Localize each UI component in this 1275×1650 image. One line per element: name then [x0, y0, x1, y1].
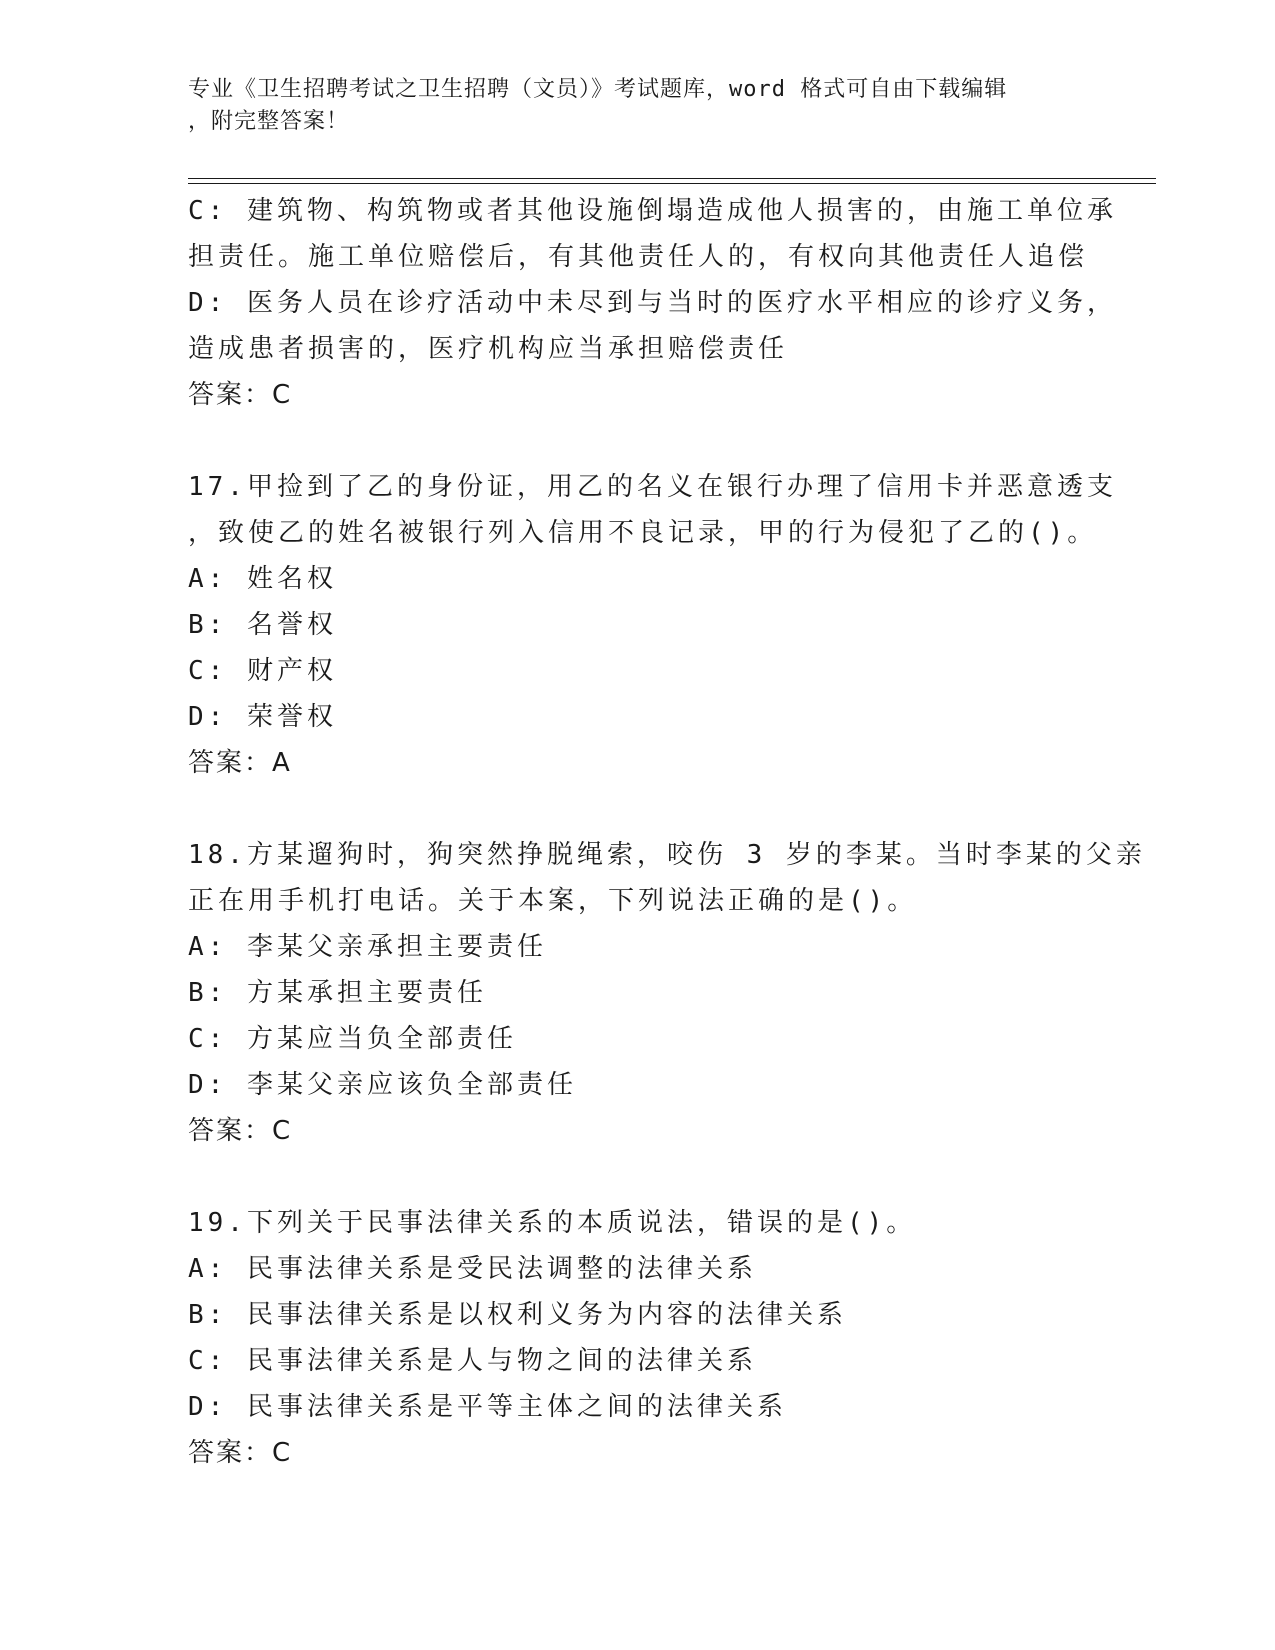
option-b: B: 方某承担主要责任	[188, 978, 487, 1008]
answer-line: 答案：C	[188, 380, 293, 410]
header-line-2: ，附完整答案！	[188, 109, 350, 134]
question-18	[188, 832, 1146, 1154]
option-c: C: 民事法律关系是人与物之间的法律关系	[188, 1346, 757, 1376]
header-line-1: 专业《卫生招聘考试之卫生招聘（文员）》考试题库，word 格式可自由下载编辑	[188, 77, 1008, 102]
document-header	[188, 74, 1088, 138]
question-list	[188, 188, 1146, 1476]
question-stem-line-1: 18.方某遛狗时，狗突然挣脱绳索，咬伤 3 岁的李某。当时李某的父亲	[188, 840, 1146, 870]
question-stem-line-2: ，致使乙的姓名被银行列入信用不良记录，甲的行为侵犯了乙的()。	[188, 518, 1098, 548]
question-stem-line-2: 正在用手机打电话。关于本案，下列说法正确的是()。	[188, 886, 918, 916]
option-d: D: 荣誉权	[188, 702, 337, 732]
option-c: C: 方某应当负全部责任	[188, 1024, 517, 1054]
option-a: A: 李某父亲承担主要责任	[188, 932, 547, 962]
option-b: B: 民事法律关系是以权利义务为内容的法律关系	[188, 1300, 847, 1330]
option-a: A: 姓名权	[188, 564, 337, 594]
option-d-line-2: 造成患者损害的，医疗机构应当承担赔偿责任	[188, 334, 789, 364]
option-b: B: 名誉权	[188, 610, 337, 640]
answer-line: 答案：A	[188, 748, 292, 778]
header-divider-bottom	[188, 183, 1156, 184]
option-d-line-1: D: 医务人员在诊疗活动中未尽到与当时的医疗水平相应的诊疗义务，	[188, 288, 1117, 318]
answer-line: 答案：C	[188, 1438, 293, 1468]
question-19	[188, 1200, 1088, 1476]
option-a: A: 民事法律关系是受民法调整的法律关系	[188, 1254, 757, 1284]
option-c: C: 财产权	[188, 656, 337, 686]
previous-question-tail	[188, 188, 1117, 418]
option-c-line-2: 担责任。施工单位赔偿后，有其他责任人的，有权向其他责任人追偿	[188, 242, 1089, 272]
option-c-line-1: C: 建筑物、构筑物或者其他设施倒塌造成他人损害的，由施工单位承	[188, 196, 1117, 226]
question-stem-line-1: 19.下列关于民事法律关系的本质说法，错误的是()。	[188, 1208, 917, 1238]
header-divider-top	[188, 178, 1156, 179]
option-d: D: 李某父亲应该负全部责任	[188, 1070, 577, 1100]
option-d: D: 民事法律关系是平等主体之间的法律关系	[188, 1392, 787, 1422]
question-17	[188, 464, 1117, 786]
answer-line: 答案：C	[188, 1116, 293, 1146]
question-stem-line-1: 17.甲捡到了乙的身份证，用乙的名义在银行办理了信用卡并恶意透支	[188, 472, 1117, 502]
